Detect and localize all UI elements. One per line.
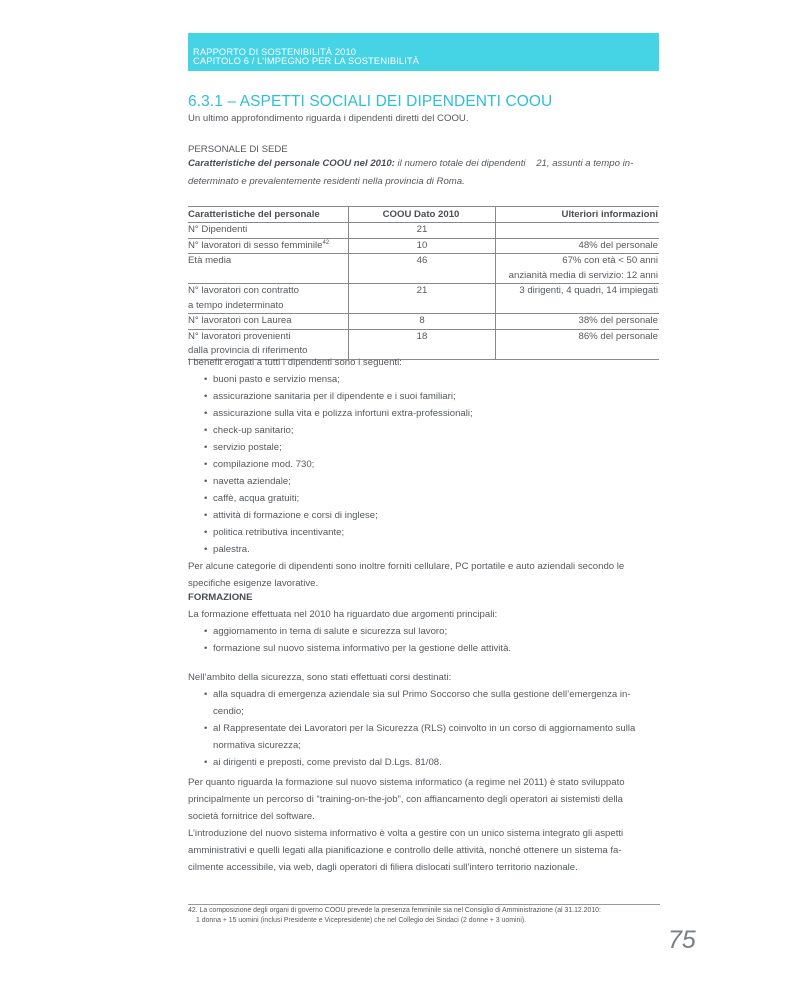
para1-line-3: società fornitrice del software. (188, 811, 315, 822)
running-header-chapter: CAPITOLO 6 / L’IMPEGNO PER LA SOSTENIBILITÀ (193, 55, 420, 66)
formazione-item: • aggiornamento in tema di salute e sicurezza sul lavoro; (204, 623, 660, 640)
page-number: 75 (668, 926, 696, 954)
cell-line: anzianità media di servizio: 12 anni (508, 269, 658, 281)
sicurezza-section (188, 669, 660, 771)
cell-line: 3 dirigenti, 4 quadri, 14 impiegati (519, 285, 658, 296)
benefit-item: • politica retributiva incentivante; (204, 524, 660, 541)
cell-dato-2010: 21 (349, 223, 496, 239)
cell-dato-2010: 46 (349, 254, 496, 284)
cell-ulteriori (496, 284, 660, 314)
list-item-line: • ai dirigenti e preposti, come previsto dal D.Lgs. 81/08. (213, 757, 442, 768)
benefits-after-line-1: Per alcune categorie di dipendenti sono inoltre forniti cellulare, PC portatile e auto aziendali secondo le (188, 561, 625, 572)
sistema-informatico-paragraph (188, 774, 660, 876)
cell-dato-2010: 8 (349, 314, 496, 330)
cell-dato-2010: 10 (349, 238, 496, 254)
cell-line: N° lavoratori provenienti (188, 330, 291, 342)
para2-line-3: cilmente accessibile, via web, dagli operatori di filiera dislocati sull’intero territorio nazionale. (188, 862, 578, 873)
formazione-item: • formazione sul nuovo sistema informativo per la gestione delle attività. (204, 640, 660, 657)
benefit-item: • servizio postale; (204, 439, 660, 456)
list-item-line: cendio; (213, 706, 244, 717)
caption-line-1 (188, 155, 660, 173)
benefit-item: • check-up sanitario; (204, 422, 660, 439)
list-item-line: • alla squadra di emergenza aziendale sia sul Primo Soccorso che sulla gestione dell’emergenza in- (213, 689, 631, 700)
cell-caratteristica (188, 254, 349, 284)
table-row (188, 254, 659, 284)
cell-ulteriori (496, 223, 660, 239)
benefits-section (188, 354, 660, 592)
cell-caratteristica (188, 238, 349, 254)
benefits-after-line-2: specifiche esigenze lavorative. (188, 578, 319, 589)
benefit-item: • palestra. (204, 541, 660, 558)
sicurezza-intro: Nell’ambito della sicurezza, sono stati effettuati corsi destinati: (188, 672, 452, 683)
table-header-row (188, 207, 659, 223)
formazione-heading: FORMAZIONE (188, 592, 253, 603)
section-intro: Un ultimo approfondimento riguarda i dipendenti diretti del COOU. (188, 113, 469, 124)
cell-line: Età media (188, 255, 232, 266)
benefits-intro: I benefit erogati a tutti i dipendenti sono i seguenti: (188, 357, 402, 368)
caption-line-2: determinato e prevalentemente residenti nella provincia di Roma. (188, 175, 465, 187)
table-row (188, 314, 659, 330)
table-row (188, 223, 659, 239)
benefit-item: • caffè, acqua gratuiti; (204, 490, 660, 507)
caption-bold: Caratteristiche del personale COOU nel 2010: (188, 158, 395, 169)
footnote-ref[interactable]: 42 (322, 239, 330, 246)
running-header-band (188, 33, 659, 71)
sicurezza-item (204, 686, 660, 720)
cell-line: N° lavoratori di sesso femminile$^{42}$ (188, 239, 330, 251)
section-title: 6.3.1 – ASPETTI SOCIALI DEI DIPENDENTI COOU (188, 93, 553, 110)
benefit-item: • assicurazione sanitaria per il dipendente e i suoi familiari; (204, 388, 660, 405)
benefit-item: • navetta aziendale; (204, 473, 660, 490)
sicurezza-item (204, 754, 660, 771)
running-header-report-title: RAPPORTO DI SOSTENIBILITÀ 2010 (193, 46, 357, 57)
list-item-line: • al Rappresentate dei Lavoratori per la Sicurezza (RLS) coinvolto in un corso di aggiornamento sulla (213, 723, 636, 734)
formazione-intro: La formazione effettuata nel 2010 ha riguardato due argomenti principali: (188, 609, 498, 620)
cell-ulteriori (496, 238, 660, 254)
sicurezza-list (188, 686, 660, 771)
benefit-item: • attività di formazione e corsi di inglese; (204, 507, 660, 524)
benefits-list (188, 371, 660, 558)
cell-line: dalla provincia di riferimento (188, 345, 308, 356)
footnote-divider (188, 904, 660, 905)
para1-line-2: principalmente un percorso di “training-on-the-job”, con affiancamento degli operatori ai sistemisti della (188, 794, 623, 805)
table-row (188, 284, 659, 314)
formazione-section (188, 589, 660, 657)
cell-ulteriori (496, 254, 660, 284)
personnel-table (188, 206, 659, 360)
formazione-list (188, 623, 660, 657)
personale-heading: PERSONALE DI SEDE (188, 144, 288, 155)
para2-line-2: amministrativi e quelli legati alla pianificazione e controllo delle attività, nonché ottenere un sistema fa- (188, 845, 622, 856)
cell-line: a tempo indeterminato (188, 299, 284, 311)
cell-caratteristica (188, 284, 349, 314)
header-caratteristiche: Caratteristiche del personale (188, 207, 349, 223)
caption-rest: il numero totale dei dipendenti 21, assunti a tempo in- (394, 158, 634, 169)
table-row (188, 238, 659, 254)
header-ulteriori: Ulteriori informazioni (496, 207, 660, 223)
cell-line (496, 223, 658, 238)
para1-line-1: Per quanto riguarda la formazione sul nuovo sistema informatico (a regime nel 2011) è stato sviluppato (188, 777, 625, 788)
list-item-line: normativa sicurezza; (213, 740, 301, 751)
sicurezza-item (204, 720, 660, 754)
footnote-line-1: 42. La composizione degli organi di governo COOU prevede la presenza femminile sia nel Consiglio di Amministrazione (al 31.12.2010: (188, 907, 601, 914)
benefit-item: • compilazione mod. 730; (204, 456, 660, 473)
cell-line: 67% con età < 50 anni (562, 255, 658, 266)
header-dato-2010: COOU Dato 2010 (349, 207, 496, 223)
cell-caratteristica (188, 314, 349, 330)
cell-line: 38% del personale (578, 315, 658, 326)
table-caption (188, 155, 660, 190)
cell-line: 86% del personale (578, 330, 658, 342)
cell-dato-2010: 18 (349, 329, 496, 359)
cell-ulteriori (496, 314, 660, 330)
cell-dato-2010: 21 (349, 284, 496, 314)
cell-line: N° lavoratori con contratto (188, 285, 300, 296)
cell-line: N° Dipendenti (188, 224, 248, 235)
benefit-item: • buoni pasto e servizio mensa; (204, 371, 660, 388)
cell-caratteristica (188, 223, 349, 239)
footnote-line-2: 1 donna + 15 uomini (inclusi Presidente e Vicepresidente) che nel Collegio dei Sindaci (2 donne + 3 uomini). (196, 917, 527, 924)
cell-line: N° lavoratori con Laurea (188, 315, 292, 326)
benefit-item: • assicurazione sulla vita e polizza infortuni extra-professionali; (204, 405, 660, 422)
cell-line: 48% del personale (578, 239, 658, 251)
footnote-42 (188, 906, 668, 926)
para2-line-1: L’introduzione del nuovo sistema informativo è volta a gestire con un unico sistema integrato gli aspetti (188, 828, 624, 839)
